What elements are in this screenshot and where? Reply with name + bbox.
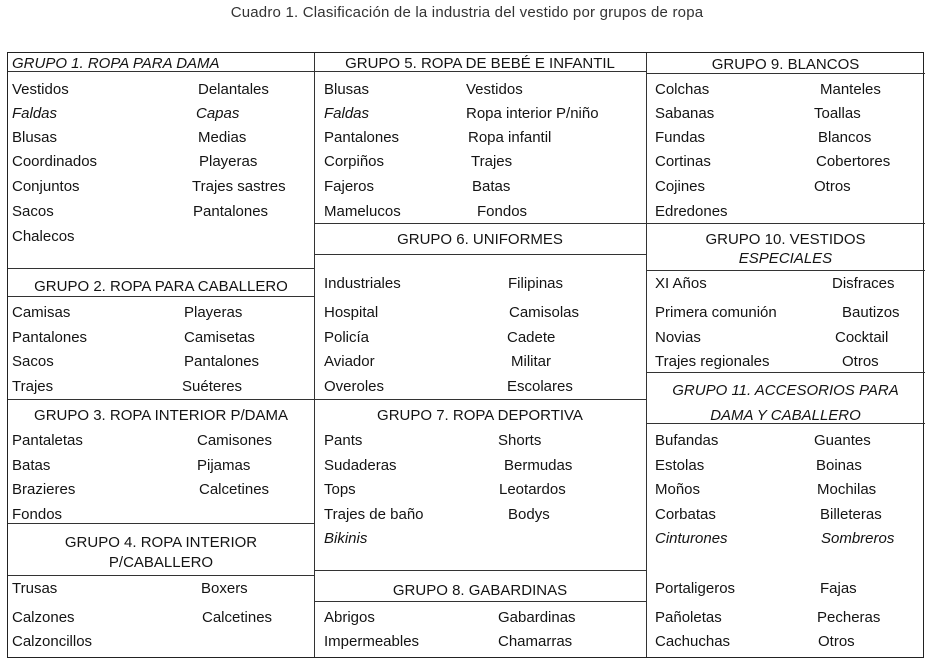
list-item: Fajas: [820, 580, 857, 597]
list-item: Filipinas: [508, 275, 564, 292]
list-item: Blancos: [818, 129, 872, 146]
group-1-title: GRUPO 1. ROPA PARA DAMA: [12, 55, 220, 72]
list-item: Sacos: [12, 353, 54, 370]
list-item: Batas: [12, 457, 51, 474]
group-2-title: GRUPO 2. ROPA PARA CABALLERO: [34, 278, 288, 295]
list-item: Sudaderas: [324, 457, 397, 474]
list-item: Boinas: [816, 457, 862, 474]
list-item: Pañoletas: [655, 609, 722, 626]
row-divider: [314, 254, 646, 255]
list-item: Faldas: [324, 105, 370, 122]
list-item: Capas: [196, 105, 240, 122]
list-item: Corbatas: [655, 506, 716, 523]
list-item: Bufandas: [655, 432, 719, 449]
list-item: Cinturones: [655, 530, 728, 547]
list-item: Delantales: [198, 81, 269, 98]
list-item: Cachuchas: [655, 633, 731, 650]
column-divider: [314, 53, 315, 657]
group-11-title-line2: DAMA Y CABALLERO: [710, 407, 861, 424]
list-item: Moños: [655, 481, 701, 498]
list-item: Cojines: [655, 178, 706, 195]
column-divider: [646, 53, 647, 657]
list-item: Shorts: [498, 432, 542, 449]
list-item: Chalecos: [12, 228, 75, 245]
group-8-title: GRUPO 8. GABARDINAS: [392, 582, 568, 599]
list-item: Fondos: [12, 506, 63, 523]
list-item: Trusas: [12, 580, 58, 597]
list-item: Pants: [324, 432, 363, 449]
list-item: Vestidos: [466, 81, 523, 98]
list-item: Fundas: [655, 129, 706, 146]
group-5-title: GRUPO 5. ROPA DE BEBÉ E INFANTIL: [345, 55, 615, 72]
list-item: Ropa interior P/niño: [466, 105, 599, 122]
list-item: Blusas: [12, 129, 58, 146]
list-item: Novias: [655, 329, 701, 346]
list-item: Camisetas: [184, 329, 255, 346]
list-item: Faldas: [12, 105, 58, 122]
list-item: Overoles: [324, 378, 385, 395]
list-item: Cortinas: [655, 153, 711, 170]
row-divider: [314, 223, 646, 224]
list-item: Fajeros: [324, 178, 375, 195]
list-item: Trajes: [471, 153, 513, 170]
list-item: Cadete: [507, 329, 556, 346]
list-item: Playeras: [184, 304, 243, 321]
list-item: Otros: [818, 633, 855, 650]
list-item: Camisas: [12, 304, 71, 321]
list-item: Sacos: [12, 203, 54, 220]
list-item: Colchas: [655, 81, 710, 98]
list-item: Gabardinas: [498, 609, 576, 626]
list-item: Bermudas: [504, 457, 573, 474]
list-item: Manteles: [820, 81, 881, 98]
list-item: Conjuntos: [12, 178, 80, 195]
list-item: Pantalones: [184, 353, 260, 370]
list-item: Billeteras: [820, 506, 882, 523]
list-item: Estolas: [655, 457, 705, 474]
list-item: Camisolas: [509, 304, 580, 321]
list-item: Tops: [324, 481, 356, 498]
group-11-title: GRUPO 11. ACCESORIOS PARA: [672, 382, 899, 399]
list-item: Policía: [324, 329, 370, 346]
table-caption: Cuadro 1. Clasificación de la industria del vestido por grupos de ropa: [230, 4, 704, 21]
list-item: Abrigos: [324, 609, 375, 626]
row-divider: [314, 399, 646, 400]
list-item: Suéteres: [182, 378, 243, 395]
group-9-title: GRUPO 9. BLANCOS: [711, 56, 860, 73]
group-10-title-line2: ESPECIALES: [738, 250, 833, 267]
row-divider: [646, 372, 925, 373]
list-item: Calzoncillos: [12, 633, 93, 650]
row-divider: [8, 399, 314, 400]
group-6-title: GRUPO 6. UNIFORMES: [397, 231, 563, 248]
classification-table: [7, 52, 924, 658]
list-item: Aviador: [324, 353, 375, 370]
list-item: Bautizos: [842, 304, 900, 321]
list-item: Calcetines: [202, 609, 273, 626]
list-item: Pantalones: [12, 329, 88, 346]
row-divider: [646, 73, 925, 74]
list-item: Mamelucos: [324, 203, 401, 220]
row-divider: [8, 268, 314, 269]
row-divider: [646, 270, 925, 271]
list-item: Edredones: [655, 203, 728, 220]
row-divider: [314, 601, 646, 602]
row-divider: [646, 223, 925, 224]
list-item: Sombreros: [821, 530, 895, 547]
group-3-title: GRUPO 3. ROPA INTERIOR P/DAMA: [34, 407, 288, 424]
list-item: Guantes: [814, 432, 871, 449]
row-divider: [8, 575, 314, 576]
list-item: Playeras: [199, 153, 258, 170]
list-item: Bikinis: [324, 530, 368, 547]
list-item: Otros: [814, 178, 851, 195]
list-item: Chamarras: [498, 633, 573, 650]
list-item: Fondos: [477, 203, 528, 220]
list-item: Brazieres: [12, 481, 76, 498]
list-item: Vestidos: [12, 81, 69, 98]
list-item: Militar: [511, 353, 551, 370]
list-item: Otros: [842, 353, 879, 370]
list-item: Trajes de baño: [324, 506, 424, 523]
list-item: Cobertores: [816, 153, 891, 170]
list-item: Industriales: [324, 275, 401, 292]
list-item: Toallas: [814, 105, 861, 122]
list-item: Pecheras: [817, 609, 881, 626]
list-item: Hospital: [324, 304, 379, 321]
list-item: Pantalones: [193, 203, 269, 220]
list-item: XI Años: [655, 275, 707, 292]
list-item: Ropa infantil: [468, 129, 552, 146]
list-item: Mochilas: [817, 481, 877, 498]
list-item: Medias: [198, 129, 247, 146]
group-7-title: GRUPO 7. ROPA DEPORTIVA: [377, 407, 583, 424]
list-item: Batas: [472, 178, 511, 195]
list-item: Leotardos: [499, 481, 566, 498]
list-item: Escolares: [507, 378, 573, 395]
list-item: Coordinados: [12, 153, 98, 170]
list-item: Pantaletas: [12, 432, 83, 449]
group-10-title: GRUPO 10. VESTIDOS: [705, 231, 866, 248]
list-item: Sabanas: [655, 105, 715, 122]
list-item: Bodys: [508, 506, 550, 523]
list-item: Pijamas: [197, 457, 251, 474]
group-4-title: GRUPO 4. ROPA INTERIOR: [64, 534, 258, 551]
list-item: Portaligeros: [655, 580, 736, 597]
list-item: Trajes sastres: [192, 178, 286, 195]
group-4-title-line2: P/CABALLERO: [108, 554, 214, 571]
list-item: Trajes regionales: [655, 353, 770, 370]
list-item: Cocktail: [835, 329, 889, 346]
row-divider: [8, 296, 314, 297]
list-item: Camisones: [197, 432, 273, 449]
list-item: Impermeables: [324, 633, 420, 650]
list-item: Primera comunión: [655, 304, 777, 321]
list-item: Blusas: [324, 81, 370, 98]
list-item: Calcetines: [199, 481, 270, 498]
list-item: Calzones: [12, 609, 75, 626]
row-divider: [314, 570, 646, 571]
list-item: Boxers: [201, 580, 248, 597]
list-item: Pantalones: [324, 129, 400, 146]
list-item: Corpiños: [324, 153, 385, 170]
list-item: Disfraces: [832, 275, 895, 292]
list-item: Trajes: [12, 378, 54, 395]
